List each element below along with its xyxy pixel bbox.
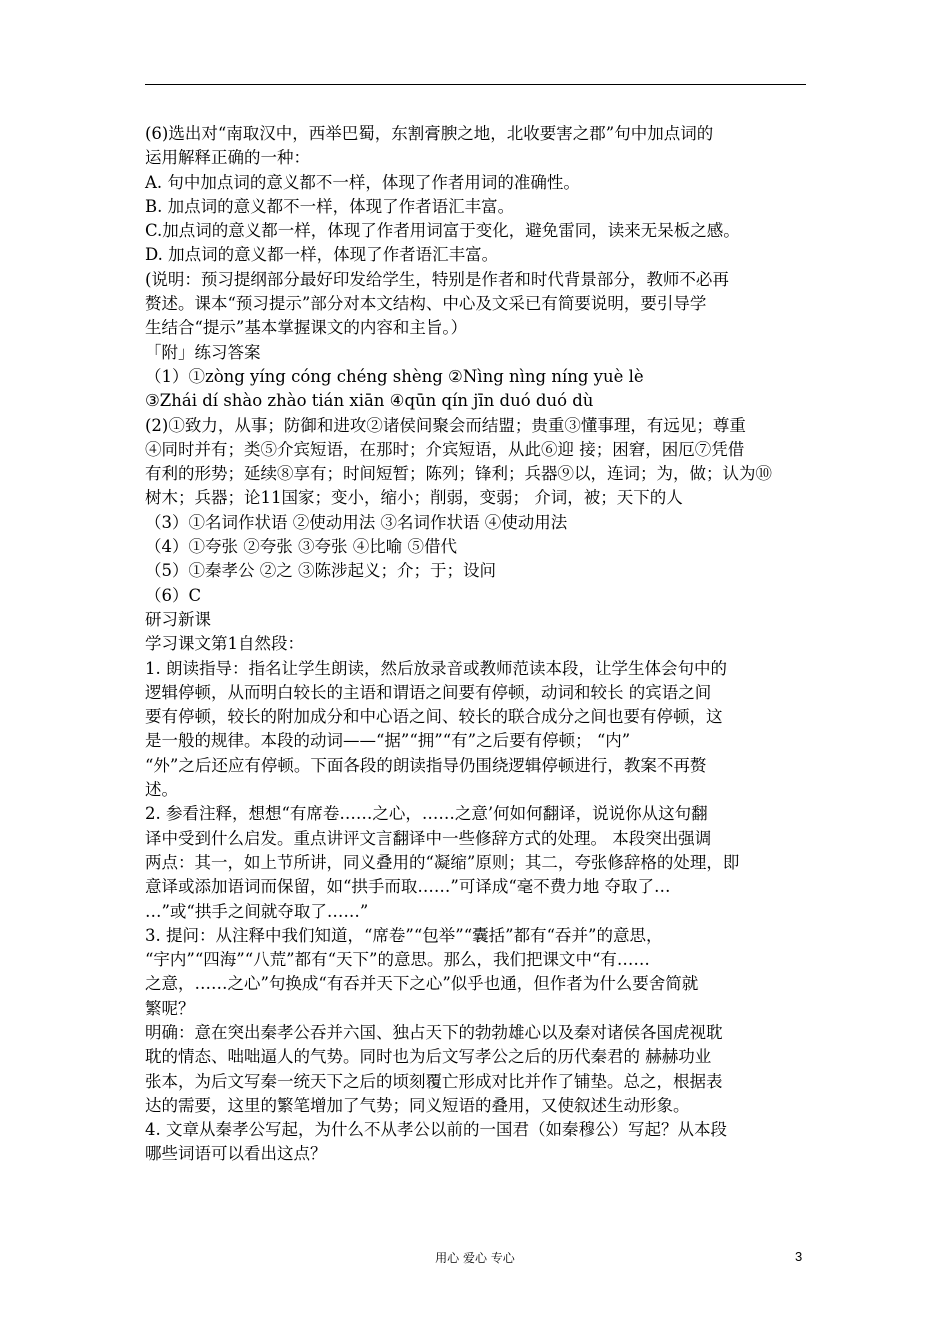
text-line: 是一般的规律。本段的动词——“据”“拥”“有”之后要有停顿； “内”: [145, 731, 631, 751]
text-line: ④同时并有；类⑤介宾短语，在那时；介宾短语，从此⑥迎 接；困窘，困厄⑦凭借: [145, 439, 745, 459]
text-line: 述。: [145, 780, 178, 800]
document-body: [145, 122, 810, 1167]
text-line: 哪些词语可以看出这点？: [145, 1144, 327, 1164]
text-line: 3. 提问：从注释中我们知道，“席卷”“包举”“囊括”都有“吞并”的意思，: [145, 925, 663, 945]
text-line: 运用解释正确的一种：: [145, 148, 310, 168]
text-line: 学习课文第1自然段：: [145, 634, 304, 654]
text-line: “外”之后还应有停顿。下面各段的朗读指导仍围绕逻辑停顿进行，教案不再赘: [145, 755, 707, 775]
header-rule: [145, 84, 806, 85]
text-line: “宇内”“四海”“八荒”都有“天下”的意思。那么，我们把课文中“有……: [145, 950, 650, 970]
text-line: 「附」练习答案: [145, 342, 261, 362]
text-line: 明确：意在突出秦孝公吞并六国、独占天下的勃勃雄心以及秦对诸侯各国虎视耽: [145, 1022, 723, 1042]
text-line: 繁呢？: [145, 998, 195, 1018]
text-line: 4. 文章从秦孝公写起，为什么不从孝公以前的一国君（如秦穆公）写起？从本段: [145, 1120, 727, 1140]
text-line: 之意，……之心”句换成“有吞并天下之心”似乎也通，但作者为什么要舍简就: [145, 974, 699, 994]
text-line: 两点：其一，如上节所讲，同义叠用的“凝缩”原则；其二，夸张修辞格的处理，即: [145, 852, 740, 872]
text-line: D. 加点词的意义都一样，体现了作者语汇丰富。: [145, 245, 499, 265]
text-line: （4）①夸张 ②夸张 ③夸张 ④比喻 ⑤借代: [145, 537, 457, 557]
text-line: 达的需要，这里的繁笔增加了气势；同义短语的叠用，又使叙述生动形象。: [145, 1095, 690, 1115]
text-line: C.加点词的意义都一样，体现了作者用词富于变化，避免雷同，读来无呆板之感。: [145, 221, 740, 241]
text-line: ③Zhái dí shào zhào tián xiān ④qūn qín jīn duó duó dù: [145, 391, 594, 411]
text-line: 要有停顿，较长的附加成分和中心语之间、较长的联合成分之间也要有停顿，这: [145, 707, 723, 727]
text-line: （1）①zòng yíng cóng chéng shèng ②Nìng nìng níng yuè lè: [145, 366, 644, 386]
text-line: B. 加点词的意义都不一样，体现了作者语汇丰富。: [145, 196, 515, 216]
text-line: 有利的形势；延续⑧享有；时间短暂；陈列；锋利；兵器⑨以，连词；为，做；认为⑩: [145, 464, 772, 484]
page-footer: 用心 爱心 专心: [435, 1251, 515, 1265]
text-line: 意译或添加语词而保留，如“拱手而取……”可译成“毫不费力地 夺取了…: [145, 877, 671, 897]
text-line: (6)选出对“南取汉中，西举巴蜀，东割膏腴之地，北收要害之郡”句中加点词的: [145, 124, 714, 143]
text-line: (2)①致力，从事；防御和进攻②诸侯间聚会而结盟；贵重③懂事理，有远见；尊重: [145, 415, 746, 435]
text-line: （6）C: [145, 585, 202, 605]
text-line: 1. 朗读指导：指名让学生朗读，然后放录音或教师范读本段，让学生体会句中的: [145, 658, 727, 678]
text-line: A. 句中加点词的意义都不一样，体现了作者用词的准确性。: [145, 172, 580, 192]
text-line: 生结合“提示”基本掌握课文的内容和主旨。）: [145, 318, 468, 338]
text-line: （3）①名词作状语 ②使动用法 ③名词作状语 ④使动用法: [145, 512, 568, 532]
page-number: 3: [795, 1249, 803, 1264]
text-line: 研习新课: [145, 609, 211, 629]
text-line: （5）①秦孝公 ②之 ③陈涉起义；介；于；设问: [145, 561, 496, 581]
text-line: 逻辑停顿，从而明白较长的主语和谓语之间要有停顿，动词和较长 的宾语之间: [145, 682, 712, 702]
text-line: (说明：预习提纲部分最好印发给学生，特别是作者和时代背景部分，教师不必再: [145, 269, 729, 289]
text-line: 耽的情态、咄咄逼人的气势。同时也为后文写孝公之后的历代秦君的 赫赫功业: [145, 1047, 712, 1067]
text-line: 译中受到什么启发。重点讲评文言翻译中一些修辞方式的处理。 本段突出强调: [145, 828, 712, 848]
text-line: …”或“拱手之间就夺取了……”: [145, 901, 369, 921]
text-line: 2. 参看注释，想想“有席卷……之心，……之意’何如何翻译，说说你从这句翻: [145, 804, 708, 824]
text-line: 树木；兵器；论11国家；变小，缩小；削弱，变弱； 介词，被；天下的人: [145, 488, 683, 508]
text-line: 赘述。课本“预习提示”部分对本文结构、中心及文采已有简要说明，要引导学: [145, 294, 707, 314]
text-line: 张本，为后文写秦一统天下之后的顷刻覆亡形成对比并作了铺垫。总之，根据表: [145, 1071, 723, 1091]
